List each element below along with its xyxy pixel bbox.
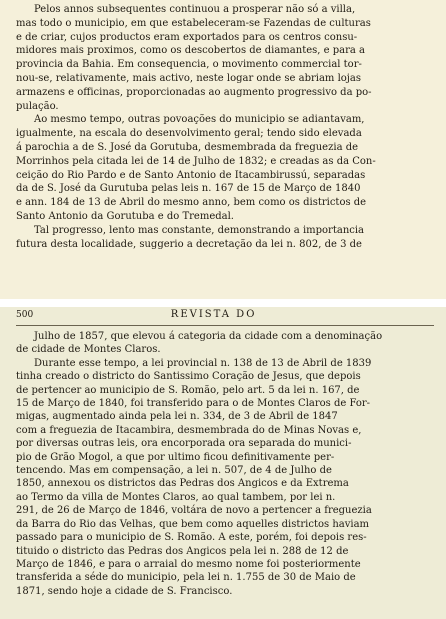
text-line: e de criar, cujos productos eram exportados para os centros consu-	[16, 31, 358, 43]
text-line: futura desta localidade, suggerio a decretação da lei n. 802, de 3 de	[16, 238, 362, 250]
text-line: Pelos annos subsequentes continuou a prosperar não só a villa,	[34, 4, 356, 15]
page-number: 500	[16, 310, 34, 320]
page-divider	[0, 299, 446, 307]
text-line: Durante esse tempo, a lei provincial n. 138 de 13 de Abril de 1839	[34, 357, 372, 369]
text-line: nou-se, relativamente, mais activo, neste logar onde se abriam lojas	[16, 72, 361, 84]
text-line: pio de Grão Mogol, a que por ultimo ficou definitivamente per-	[16, 451, 335, 463]
lower-page-fragment	[0, 307, 446, 619]
text-line: tencendo. Mas em compensação, a lei n. 507, de 4 de Julho de	[16, 465, 332, 477]
text-line: 1871, sendo hoje a cidade de S. Francisco.	[16, 585, 233, 597]
running-head-title: REVISTA DO	[170, 309, 257, 320]
text-line: tinha creado o districto do Santissimo Coração de Jesus, que depois	[16, 371, 361, 383]
text-line: da Barra do Rio das Velhas, que bem como aquelles districtos haviam	[16, 518, 370, 530]
text-line: Santo Antonio da Gorutuba e do Tremedal.	[16, 210, 234, 222]
text-line: 1850, annexou os districtos das Pedras dos Angicos e da Extrema	[16, 478, 349, 490]
text-line: Morrinhos pela citada lei de 14 de Julho de 1832; e creadas as da Con-	[16, 155, 376, 167]
text-line: á parochia a de S. José da Gorutuba, desmembrada da freguezia de	[16, 141, 359, 153]
text-line: igualmente, na escala do desenvolvimento geral; tendo sido elevada	[16, 128, 362, 140]
text-line: de cidade de Montes Claros.	[16, 344, 161, 356]
text-line: Ao mesmo tempo, outras povoações do municipio se adiantavam,	[34, 114, 365, 126]
text-line: ceição do Rio Pardo e de Santo Antonio de Itacambirussú, separadas	[16, 169, 366, 181]
paragraph	[16, 224, 434, 252]
paragraph	[16, 357, 434, 598]
paragraph	[16, 3, 434, 113]
text-line: com a freguezia de Itacambira, desmembrada do de Minas Novas e,	[16, 424, 362, 436]
text-line: transferida a séde do municipio, pela lei n. 1.755 de 30 de Maio de	[16, 572, 356, 584]
text-line: migas, augmentado ainda pela lei n. 334, de 3 de Abril de 1847	[16, 411, 338, 423]
text-line: Março de 1846, e para o arraial do mesmo nome foi posteriormente	[16, 558, 361, 570]
text-line: 291, de 26 de Março de 1846, voltára de novo a pertencer a freguezia	[16, 505, 372, 517]
text-line: Julho de 1857, que elevou á categoria da cidade com a denominação	[34, 331, 383, 342]
paragraph	[16, 330, 434, 357]
running-head	[16, 307, 434, 326]
text-line: midores mais proximos, como os descobertos de diamantes, e para a	[16, 45, 365, 57]
text-line: provincia da Bahia. Em consequencia, o movimento commercial tor-	[16, 59, 362, 71]
text-line: Tal progresso, lento mas constante, demonstrando a importancia	[34, 224, 365, 236]
text-line: armazens e officinas, proporcionadas ao augmento progressivo da po-	[16, 86, 372, 98]
text-line: mas todo o municipio, em que estabeleceram-se Fazendas de culturas	[16, 17, 371, 29]
text-line: de pertencer ao municipio de S. Romão, pelo art. 5 da lei n. 167, de	[16, 384, 360, 396]
text-line: passado para o municipio de S. Romão. A este, porém, foi depois res-	[16, 532, 367, 544]
text-line: pulação.	[16, 100, 59, 112]
text-line: e ann. 184 de 13 de Abril do mesmo anno, bem como os districtos de	[16, 197, 367, 209]
upper-page-fragment	[0, 0, 446, 299]
text-line: da de S. José da Gurutuba pelas leis n. 167 de 15 de Março de 1840	[16, 183, 361, 195]
text-line: ao Termo da villa de Montes Claros, ao qual tambem, por lei n.	[16, 491, 336, 503]
text-line: tituido o districto das Pedras dos Angicos pela lei n. 288 de 12 de	[16, 545, 349, 557]
paragraph	[16, 113, 434, 223]
text-line: 15 de Março de 1840, foi transferido para o de Montes Claros de For-	[16, 398, 371, 410]
text-line: por diversas outras leis, ora encorporada ora separada do munici-	[16, 438, 352, 450]
